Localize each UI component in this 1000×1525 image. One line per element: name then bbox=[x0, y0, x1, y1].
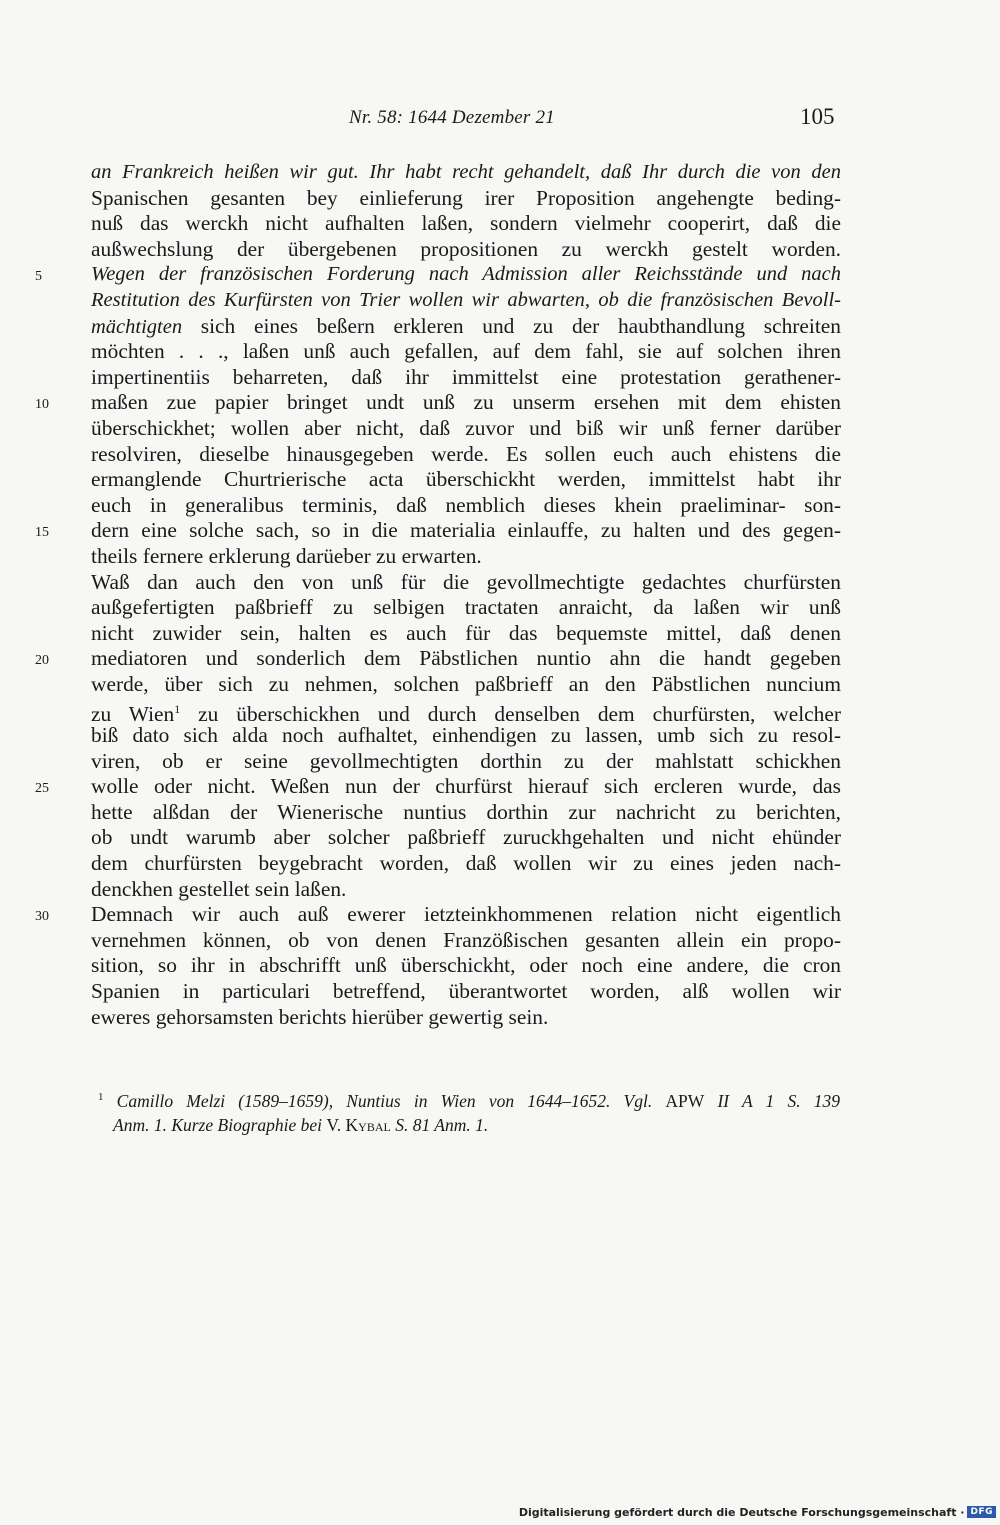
line-number: 10 bbox=[35, 397, 49, 413]
line-text bbox=[91, 314, 841, 341]
text-line bbox=[91, 953, 841, 979]
line-text: theils fernere erklerung darüeber zu erwarten. bbox=[91, 543, 482, 568]
line-text: euch in generalibus terminis, daß nemblich dieses khein praeliminar- son- bbox=[91, 492, 841, 517]
text-line bbox=[35, 262, 841, 288]
line-text: ob undt warumb aber solcher paßbrieff zuruckhgehalten und nicht ehünder bbox=[91, 825, 841, 850]
line-text: Demnach wir auch auß ewerer ietzteinkhommenen relation nicht eigentlich bbox=[91, 902, 841, 927]
footnote-text-c: II A 1 S. 139 bbox=[704, 1090, 840, 1111]
text-line bbox=[91, 442, 841, 468]
line-text: viren, ob er seine gevollmechtigten dorthin zu der mahlstatt schickhen bbox=[91, 748, 841, 773]
text-line bbox=[91, 877, 841, 903]
text-line bbox=[91, 237, 841, 263]
page-number: 105 bbox=[800, 104, 835, 129]
line-text: außwechslung der übergebenen propositionen zu werckh gestelt worden. bbox=[91, 236, 841, 261]
line-number: 30 bbox=[35, 909, 49, 925]
line-text: dern eine solche sach, so in die materialia einlauffe, zu halten und des gegen- bbox=[91, 518, 841, 543]
line-text: vernehmen können, ob von denen Franzößischen gesanten allein ein propo- bbox=[91, 927, 841, 952]
footnote-reference: 1 bbox=[174, 702, 181, 717]
line-number: 5 bbox=[35, 269, 42, 285]
line-text: nicht zuwider sein, halten es auch für das bequemste mittel, daß denen bbox=[91, 620, 841, 645]
line-text: maßen zue papier bringet undt unß zu unserm ersehen mit dem ehisten bbox=[91, 390, 841, 415]
text-line bbox=[91, 800, 841, 826]
footnote-line-2 bbox=[98, 1113, 840, 1137]
text-line bbox=[35, 390, 841, 416]
line-number: 20 bbox=[35, 653, 49, 669]
text-line bbox=[91, 186, 841, 212]
line-text: an Frankreich heißen wir gut. Ihr habt recht gehandelt, daß Ihr durch die von den bbox=[91, 161, 841, 183]
text-line bbox=[91, 544, 841, 570]
running-title: Nr. 58: 1644 Dezember 21 bbox=[349, 107, 555, 128]
digitization-credit bbox=[519, 1503, 996, 1521]
line-text: Spanien in particulari betreffend, überantwortet worden, alß wollen wir bbox=[91, 979, 841, 1003]
text-line bbox=[91, 749, 841, 775]
text-segment: zu Wien bbox=[91, 702, 175, 727]
line-text: hette alßdan der Wienerische nuntius dorthin zur nachricht zu berichten, bbox=[91, 799, 841, 824]
roman-segment: sich eines beßern erkleren und zu der haubthandlung schreiten bbox=[182, 313, 841, 338]
line-text: impertinentiis beharreten, daß ihr immittelst eine protestation gerathener- bbox=[91, 364, 841, 389]
footnote-line-1 bbox=[98, 1085, 840, 1113]
footnote-marker: 1 bbox=[98, 1091, 104, 1103]
line-text: ermanglende Churtrierische acta überschickht werden, immittelst habt ihr bbox=[91, 467, 841, 492]
text-line bbox=[91, 928, 841, 954]
line-text: möchten . . ., laßen unß auch gefallen, auf dem fahl, sie auf solchen ihren bbox=[91, 339, 841, 364]
line-text: resolviren, dieselbe hinausgegeben werde. Es sollen euch auch ehistens die bbox=[91, 441, 841, 466]
text-line bbox=[91, 825, 841, 851]
line-text: Spanischen gesanten bey einlieferung irer Proposition angehengte beding- bbox=[91, 185, 841, 210]
text-line bbox=[35, 646, 841, 672]
text-line bbox=[91, 467, 841, 493]
line-text: biß dato sich alda noch aufhaltet, einhendigen zu lassen, umb sich zu resol- bbox=[91, 723, 841, 748]
line-number: 15 bbox=[35, 525, 49, 541]
text-line bbox=[91, 288, 841, 314]
text-line bbox=[91, 160, 841, 186]
text-line bbox=[35, 774, 841, 800]
line-text: überschickhet; wollen aber nicht, daß zuvor und biß wir unß ferner darüber bbox=[91, 415, 841, 440]
footnote-text-e: S. 81 Anm. 1. bbox=[390, 1114, 489, 1135]
line-text: dem churfürsten beygebracht worden, daß wollen wir zu eines jeden nach- bbox=[91, 851, 841, 876]
text-line bbox=[91, 365, 841, 391]
footnote bbox=[98, 1085, 840, 1137]
line-text: denckhen gestellet sein laßen. bbox=[91, 876, 347, 901]
line-text: mediatoren und sonderlich dem Päbstlichen nuntio ahn die handt gegeben bbox=[91, 646, 841, 671]
text-line bbox=[91, 595, 841, 621]
dfg-logo: DFG bbox=[967, 1506, 996, 1518]
italic-segment: mächtigten bbox=[91, 315, 183, 338]
body-text bbox=[35, 160, 841, 1030]
line-text: Restitution des Kurfürsten von Trier wollen wir abwarten, ob die französischen Bevoll- bbox=[91, 288, 841, 311]
text-line bbox=[91, 672, 841, 698]
text-line bbox=[91, 1005, 841, 1031]
text-line bbox=[91, 723, 841, 749]
line-text: Waß dan auch den von unß für die gevollmechtigte gedachtes churfürsten bbox=[91, 569, 841, 594]
text-line bbox=[91, 339, 841, 365]
text-line bbox=[91, 621, 841, 647]
text-line bbox=[91, 570, 841, 596]
text-line bbox=[91, 314, 841, 340]
line-text: außgefertigten paßbrieff zu selbigen tractaten anraicht, da laßen wir unß bbox=[91, 595, 841, 620]
text-line bbox=[91, 851, 841, 877]
running-header bbox=[0, 104, 1000, 134]
credit-text: Digitalisierung gefördert durch die Deutsche Forschungsgemeinschaft · bbox=[518, 1505, 965, 1519]
text-segment: zu überschickhen und durch denselben dem churfürsten, welcher bbox=[180, 702, 841, 727]
footnote-author: V. Kybal bbox=[326, 1114, 391, 1135]
line-text: nuß das werckh nicht aufhalten laßen, sondern vielmehr cooperirt, daß die bbox=[91, 211, 841, 236]
line-text: sition, so ihr in abschrifft unß überschickht, oder noch eine andere, die cron bbox=[91, 953, 841, 978]
text-line bbox=[91, 979, 841, 1005]
text-line bbox=[35, 518, 841, 544]
text-line bbox=[35, 902, 841, 928]
footnote-text-d: Anm. 1. Kurze Biographie bei bbox=[113, 1114, 327, 1135]
line-text: eweres gehorsamsten berichts hierüber gewertig sein. bbox=[91, 1004, 549, 1029]
text-line bbox=[91, 416, 841, 442]
line-text: wolle oder nicht. Weßen nun der churfürst hierauf sich ercleren wurde, das bbox=[91, 774, 841, 799]
line-number: 25 bbox=[35, 781, 49, 797]
line-text: Wegen der französischen Forderung nach Admission aller Reichsstände und nach bbox=[91, 263, 841, 286]
footnote-abbrev: APW bbox=[665, 1090, 705, 1111]
text-line bbox=[91, 697, 841, 727]
text-line bbox=[91, 493, 841, 519]
footnote-text-a: Camillo Melzi (1589–1659), Nuntius in Wien von 1644–1652. Vgl. bbox=[116, 1090, 666, 1111]
line-text: werde, über sich zu nehmen, solchen paßbrieff an den Päbstlichen nuncium bbox=[91, 671, 841, 696]
text-line bbox=[91, 211, 841, 237]
